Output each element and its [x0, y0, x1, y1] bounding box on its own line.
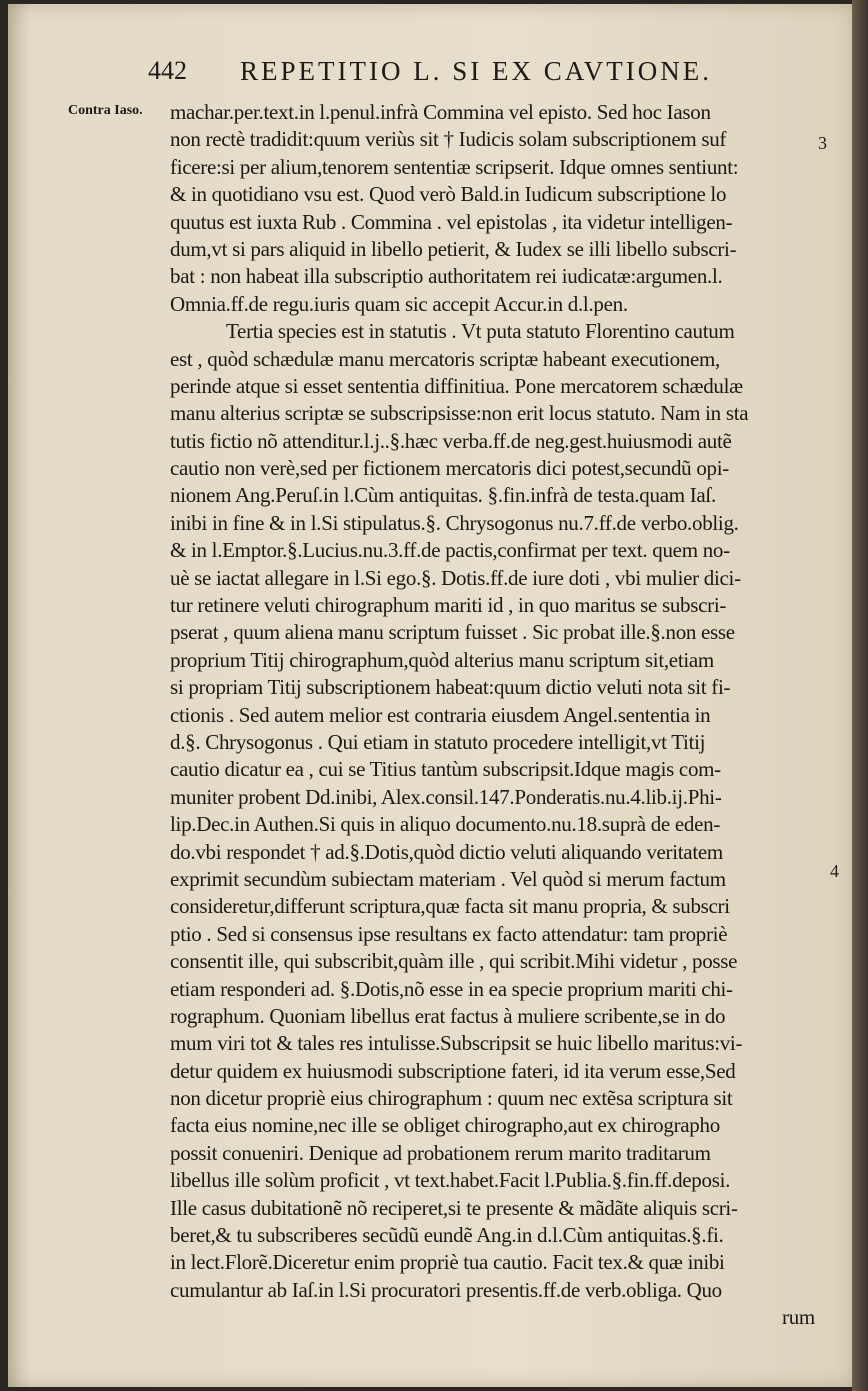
- margin-number-4: 4: [830, 861, 839, 881]
- text-line: mum viri tot & tales res intulisse.Subscripsit se huic libello maritus:vi-: [170, 1031, 743, 1056]
- margin-note: Contra Iaso.: [68, 103, 143, 118]
- text-line: muniter probent Dd.inibi, Alex.consil.147.Ponderatis.nu.4.lib.ij.Phi-: [170, 784, 722, 809]
- text-line: exprimit secundùm subiectam materiam . Vel quòd si merum factum: [170, 866, 726, 891]
- text-line: Tertia species est in statutis . Vt puta statuto Florentino cautum: [226, 319, 735, 344]
- text-line: non dicetur propriè eius chirographum : quum nec extẽsa scriptura sit: [170, 1086, 733, 1111]
- text-line: ficere:si per alium,tenorem sententiæ scripserit. Idque omnes sentiunt:: [170, 154, 739, 179]
- body-text: [170, 99, 820, 1332]
- text-line: rum: [782, 1305, 815, 1330]
- text-line: dum,vt si pars aliquid in libello petierit, & Iudex se illi libello subscri-: [170, 236, 737, 261]
- text-line: manu alterius scriptæ se subscripsisse:non erit locus statuto. Nam in sta: [170, 401, 749, 426]
- text-line: bat : non habeat illa subscriptio authoritatem rei iudicatæ:argumen.l.: [170, 264, 723, 289]
- text-line: libellus ille solùm proficit , vt text.habet.Facit l.Publia.§.fin.ff.deposi.: [170, 1168, 731, 1193]
- text-line: & in l.Emptor.§.Lucius.nu.3.ff.de pactis,confirmat per text. quem no-: [170, 538, 730, 563]
- text-line: tur retinere veluti chirographum mariti id , in quo maritus se subscri-: [170, 593, 727, 618]
- margin-number-3: 3: [818, 133, 827, 153]
- text-line: cautio non verè,sed per fictionem mercatoris dici potest,secundũ opi-: [170, 456, 729, 481]
- text-line: & in quotidiano vsu est. Quod verò Bald.in Iudicum subscriptione lo: [170, 182, 727, 207]
- text-line: d.§. Chrysogonus . Qui etiam in statuto procedere intelligit,vt Titij: [170, 729, 706, 754]
- text-line: cumulantur ab Iaſ.in l.Si procuratori presentis.ff.de verb.obliga. Quo: [170, 1277, 722, 1302]
- text-line: consentit ille, qui subscribit,quàm ille , qui scribit.Mihi videtur , posse: [170, 949, 738, 974]
- text-line: etiam responderi ad. §.Dotis,nõ esse in ea specie proprium mariti chi-: [170, 976, 733, 1001]
- page-number: 442: [148, 56, 187, 85]
- text-line: machar.per.text.in l.penul.infrà Commina vel episto. Sed hoc Iason: [170, 100, 711, 124]
- text-line: quutus est iuxta Rub . Commina . vel epistolas , ita videtur intelligen-: [170, 209, 733, 234]
- text-line: si propriam Titij subscriptionem habeat:quum dictio veluti nota sit fi-: [170, 675, 731, 700]
- text-line: facta eius nomine,nec ille se obliget chirographo,aut ex chirographo: [170, 1113, 720, 1138]
- running-head: REPETITIO L. SI EX CAVTIONE.: [240, 56, 712, 86]
- text-line: nionem Ang.Peruſ.in l.Cùm antiquitas. §.fin.infrà de testa.quam Iaſ.: [170, 483, 716, 508]
- text-line: lip.Dec.in Authen.Si quis in aliquo documento.nu.18.suprà de eden-: [170, 812, 721, 837]
- text-line: Omnia.ff.de regu.iuris quam sic accepit Accur.in d.l.pen.: [170, 291, 628, 316]
- text-line: non rectè tradidit:quum veriùs sit † Iudicis solam subscriptionem suf: [170, 127, 727, 152]
- text-line: do.vbi respondet † ad.§.Dotis,quòd dictio veluti aliquando veritatem: [170, 839, 723, 864]
- page-edge: [852, 0, 868, 1391]
- text-line: consideretur,differunt scriptura,quæ facta sit manu propria, & subscri: [170, 894, 730, 919]
- text-line: rographum. Quoniam libellus erat factus à muliere scribente,se in do: [170, 1003, 726, 1028]
- text-line: beret,& tu subscriberes secũdũ eundẽ Ang.in d.l.Cùm antiquitas.§.fi.: [170, 1223, 724, 1248]
- text-line: detur quidem ex huiusmodi subscriptione fateri, id ita verum esse,Sed: [170, 1058, 736, 1083]
- text-line: perinde atque si esset sententia diffinitiua. Pone mercatorem schædulæ: [170, 373, 743, 398]
- text-line: ptio . Sed si consensus ipse resultans ex facto attendatur: tam propriè: [170, 921, 728, 946]
- text-line: est , quòd schædulæ manu mercatoris scriptæ habeant executionem,: [170, 346, 720, 371]
- text-line: uè se iactat allegare in l.Si ego.§. Dotis.ff.de iure doti , vbi mulier dici-: [170, 565, 741, 590]
- text-line: cautio dicatur ea , cui se Titius tantùm subscripsit.Idque magis com-: [170, 757, 721, 782]
- text-line: Ille casus dubitationẽ nõ reciperet,si te presente & mãdãte aliquis scri-: [170, 1195, 738, 1220]
- text-line: in lect.Florẽ.Diceretur enim propriè tua cautio. Facit tex.& quæ inibi: [170, 1250, 725, 1275]
- text-line: ctionis . Sed autem melior est contraria eiusdem Angel.sententia in: [170, 702, 711, 727]
- text-line: tutis fictio nõ attenditur.l.j..§.hæc verba.ff.de neg.gest.huiusmodi autẽ: [170, 428, 732, 453]
- text-line: possit conueniri. Denique ad probationem rerum marito traditarum: [170, 1140, 711, 1165]
- text-line: inibi in fine & in l.Si stipulatus.§. Chrysogonus nu.7.ff.de verbo.oblig.: [170, 510, 739, 535]
- text-line: pserat , quum aliena manu scriptum fuisset . Sic probat ille.§.non esse: [170, 620, 735, 645]
- text-line: proprium Titij chirographum,quòd alterius manu scriptum sit,etiam: [170, 647, 714, 672]
